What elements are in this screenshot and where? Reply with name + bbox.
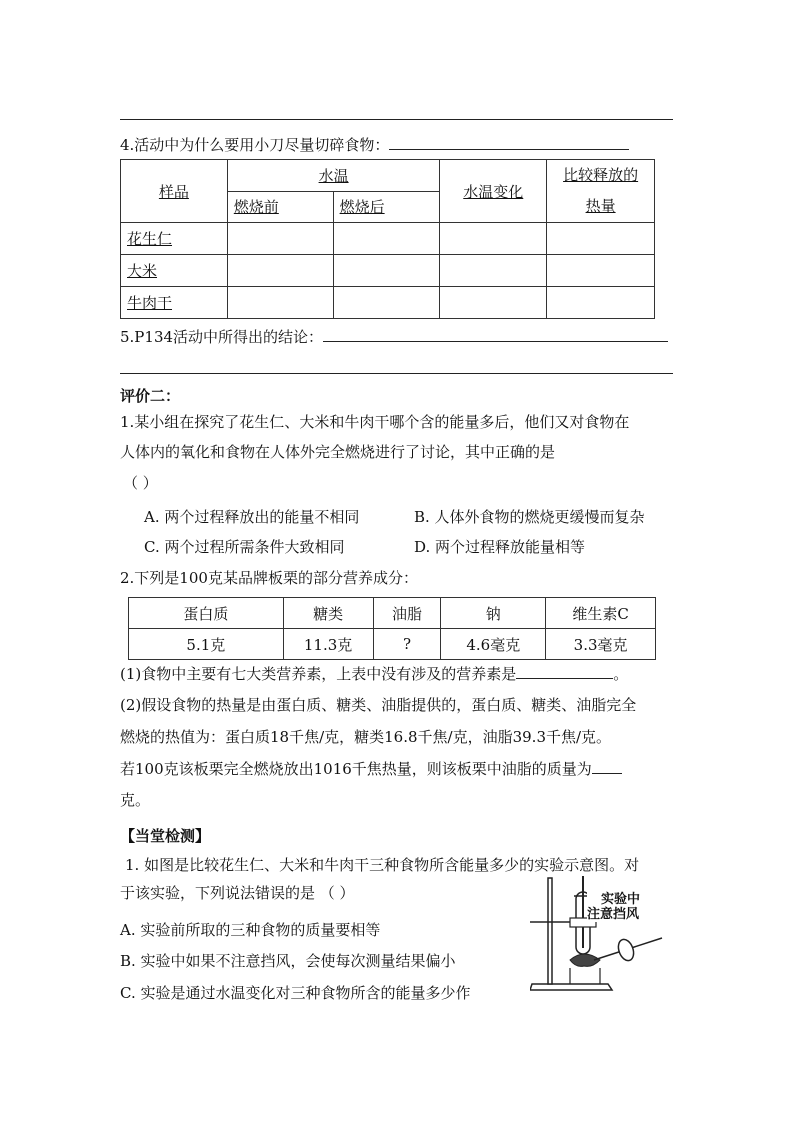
cell-input[interactable] xyxy=(227,223,333,255)
question-5-text: 5.P134活动中所得出的结论： xyxy=(120,328,324,346)
cell-input[interactable] xyxy=(333,223,440,255)
figure-label xyxy=(587,892,640,922)
sub-question-2-line3-text: 若100克该板栗完全燃烧放出1016千焦热量，则该板栗中油脂的质量为 xyxy=(120,760,592,778)
cell-input[interactable] xyxy=(440,255,547,287)
nutrition-table xyxy=(128,597,656,660)
question-5 xyxy=(120,327,668,347)
cell-input[interactable] xyxy=(547,287,655,319)
sub-question-2-blank[interactable] xyxy=(592,759,622,774)
nutrition-value-fat: ? xyxy=(373,629,441,660)
question-4-answer-blank[interactable] xyxy=(389,135,629,150)
question-5-answer-line-2 xyxy=(120,373,673,374)
check-option-b[interactable]: B. 实验中如果不注意挡风，会使每次测量结果偏小 xyxy=(120,952,456,970)
cell-input[interactable] xyxy=(440,223,547,255)
nutrition-value-sodium: 4.6毫克 xyxy=(441,629,546,660)
cell-input[interactable] xyxy=(547,223,655,255)
cell-input[interactable] xyxy=(227,287,333,319)
question-4 xyxy=(120,135,629,155)
cell-input[interactable] xyxy=(547,255,655,287)
sub-question-2-line3 xyxy=(120,759,622,779)
experiment-apparatus-drawing xyxy=(530,872,680,994)
eval2-q1-line1: 1.某小组在探究了花生仁、大米和牛肉干哪个含的能量多后，他们又对食物在 xyxy=(120,413,630,431)
header-water-temp-change: 水温变化 xyxy=(440,160,547,223)
eval2-q2-text: 2.下列是100克某品牌板栗的部分营养成分： xyxy=(120,569,418,587)
nutrition-header-fat: 油脂 xyxy=(373,598,441,629)
option-b[interactable]: B. 人体外食物的燃烧更缓慢而复杂 xyxy=(414,508,645,526)
cell-input[interactable] xyxy=(440,287,547,319)
nutrition-value-protein: 5.1克 xyxy=(129,629,284,660)
cell-input[interactable] xyxy=(333,255,440,287)
question-4-text: 4.活动中为什么要用小刀尽量切碎食物： xyxy=(120,136,390,154)
cell-input[interactable] xyxy=(333,287,440,319)
top-answer-line xyxy=(120,119,673,120)
eval2-q1-answer-paren[interactable]: （ ） xyxy=(123,474,158,492)
figure-label-line1: 实验中 xyxy=(601,892,641,907)
row-label-beef-jerky: 牛肉干 xyxy=(121,287,228,319)
sub-question-2-line4: 克。 xyxy=(120,791,151,809)
header-compare-heat xyxy=(547,160,655,223)
in-class-check-title: 【当堂检测】 xyxy=(120,827,211,845)
nutrition-header-sodium: 钠 xyxy=(441,598,546,629)
check-option-c[interactable]: C. 实验是通过水温变化对三种食物所含的能量多少作 xyxy=(120,984,471,1002)
header-compare-line2: 热量 xyxy=(585,197,616,215)
header-water-temp: 水温 xyxy=(227,160,440,192)
check-q1-line1: 1. 如图是比较花生仁、大米和牛肉干三种食物所含能量多少的实验示意图。对 xyxy=(125,856,640,874)
option-d[interactable]: D. 两个过程释放能量相等 xyxy=(414,538,586,556)
figure-label-line2: 注意挡风 xyxy=(587,907,640,922)
row-label-peanut: 花生仁 xyxy=(121,223,228,255)
nutrition-header-vitamin-c: 维生素C xyxy=(546,598,656,629)
sub-question-1-blank[interactable] xyxy=(516,664,613,679)
nutrition-value-vitamin-c: 3.3毫克 xyxy=(546,629,656,660)
cell-input[interactable] xyxy=(227,255,333,287)
option-c[interactable]: C. 两个过程所需条件大致相同 xyxy=(144,538,345,556)
sub-question-1 xyxy=(120,664,628,684)
sub-question-1-end: 。 xyxy=(613,665,629,683)
row-label-rice: 大米 xyxy=(121,255,228,287)
eval2-q1-line2: 人体内的氧化和食物在人体外完全燃烧进行了讨论，其中正确的是 xyxy=(120,443,556,461)
experiment-figure xyxy=(530,872,680,994)
check-option-a[interactable]: A. 实验前所取的三种食物的质量要相等 xyxy=(120,921,381,939)
check-q1-line2: 于该实验，下列说法错误的是 （ ） xyxy=(120,884,355,902)
sub-question-2-line2: 燃烧的热值为：蛋白质18千焦/克，糖类16.8千焦/克，油脂39.3千焦/克。 xyxy=(120,728,612,746)
header-sample: 样品 xyxy=(121,160,228,223)
header-before-burning: 燃烧前 xyxy=(227,191,333,223)
question-5-answer-blank[interactable] xyxy=(323,327,668,342)
sub-question-1-text: (1)食物中主要有七大类营养素，上表中没有涉及的营养素是 xyxy=(120,665,517,683)
header-compare-line1: 比较释放的 xyxy=(563,166,639,184)
sub-question-2-line1: (2)假设食物的热量是由蛋白质、糖类、油脂提供的，蛋白质、糖类、油脂完全 xyxy=(120,696,637,714)
option-a[interactable]: A. 两个过程释放出的能量不相同 xyxy=(144,508,360,526)
nutrition-header-protein: 蛋白质 xyxy=(129,598,284,629)
experiment-table xyxy=(120,159,655,319)
nutrition-value-sugar: 11.3克 xyxy=(283,629,373,660)
nutrition-header-sugar: 糖类 xyxy=(283,598,373,629)
evaluation-2-title: 评价二： xyxy=(120,387,181,405)
header-after-burning: 燃烧后 xyxy=(333,191,440,223)
